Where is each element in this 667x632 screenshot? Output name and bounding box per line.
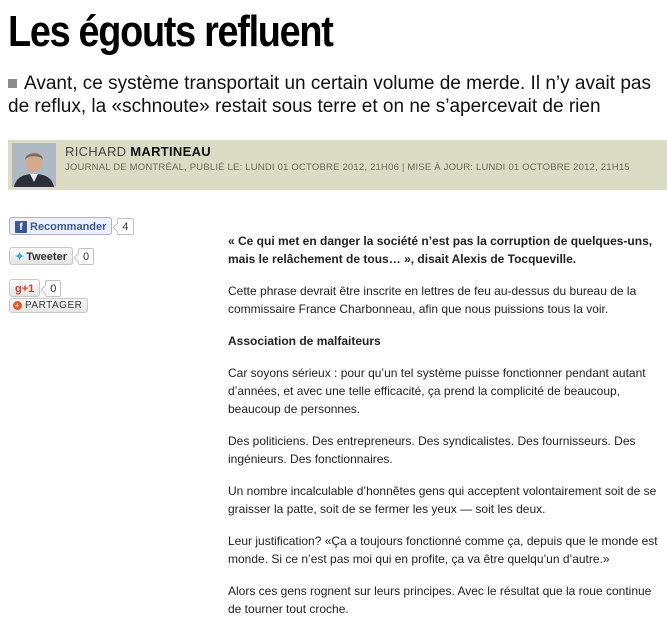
- share-widget: [9, 298, 88, 313]
- deck-text: Avant, ce système transportait un certain volume de merde. Il n’y avait pas de reflux, la «schnoute» restait sous terre et on ne s’apercevait de rien: [8, 73, 651, 117]
- article-lede: « Ce qui met en danger la société n’est pas la corruption de quelques-uns, mais le relâchement de tous… », disait Alexis de Tocqueville.: [228, 234, 653, 266]
- article-deck: [8, 72, 663, 118]
- gplus-button[interactable]: [9, 279, 40, 297]
- article-paragraph: Leur justification? «Ça a toujours fonctionné comme ça, depuis que le monde est monde. Si ce n’est pas moi qui en profite, ça va être quelqu’un d’autre.»: [228, 534, 658, 566]
- author-photo: [12, 143, 56, 187]
- square-bullet-icon: [8, 79, 17, 88]
- facebook-count: 4: [117, 218, 133, 235]
- article-subheading: Association de malfaiteurs: [228, 334, 381, 348]
- facebook-widget: [9, 217, 134, 235]
- article-paragraph: Des politiciens. Des entrepreneurs. Des syndicalistes. Des fournisseurs. Des ingénieurs. Des fonctionnaires.: [228, 434, 636, 466]
- author-first-name: RICHARD: [65, 144, 131, 159]
- tweet-count: 0: [78, 248, 94, 265]
- article-body: [228, 232, 658, 632]
- article-paragraph: Car soyons sérieux : pour qu’un tel système puisse fonctionner pendant autant d’années, et avec une telle efficacité, ça prend la complicité de beaucoup, beaucoup de personnes.: [228, 366, 646, 416]
- author-last-name: MARTINEAU: [130, 144, 211, 159]
- twitter-widget: [9, 247, 94, 265]
- gplus-count: 0: [45, 280, 61, 297]
- article-paragraph: Un nombre incalculable d’honnêtes gens qui acceptent volontairement soit de se graisser la patte, soit de se fermer les yeux — soit les deux.: [228, 484, 657, 516]
- gplus-label: +1: [21, 283, 35, 295]
- article-paragraph: Alors ces gens rognent sur leurs principes. Avec le résultat que la roue continue de tourner tout croche.: [228, 584, 652, 616]
- publication-meta: JOURNAL DE MONTRÉAL, PUBLIÉ LE: LUNDI 01 OCTOBRE 2012, 21H06 | MISE À JOUR: LUNDI 01 OCTOBRE 2012, 21H15: [65, 162, 630, 173]
- byline-bar: [8, 140, 667, 190]
- share-icon: +: [14, 301, 21, 310]
- share-label: PARTAGER: [25, 300, 83, 311]
- share-button[interactable]: [9, 298, 88, 313]
- facebook-icon: f: [15, 221, 27, 233]
- google-plus-icon: g: [15, 283, 22, 295]
- tweet-label: Tweeter: [26, 251, 67, 263]
- facebook-recommend-button[interactable]: [9, 217, 112, 235]
- article-paragraph: Cette phrase devrait être inscrite en lettres de feu au-dessus du bureau de la commissaire France Charbonneau, afin que nous puissions tous la voir.: [228, 284, 637, 316]
- twitter-bird-icon: ✦: [15, 251, 25, 263]
- facebook-recommend-label: Recommander: [30, 221, 107, 233]
- tweet-button[interactable]: [9, 247, 73, 265]
- author-name[interactable]: [65, 144, 211, 159]
- article-headline: Les égouts refluent: [8, 7, 333, 56]
- gplus-widget: [9, 279, 61, 297]
